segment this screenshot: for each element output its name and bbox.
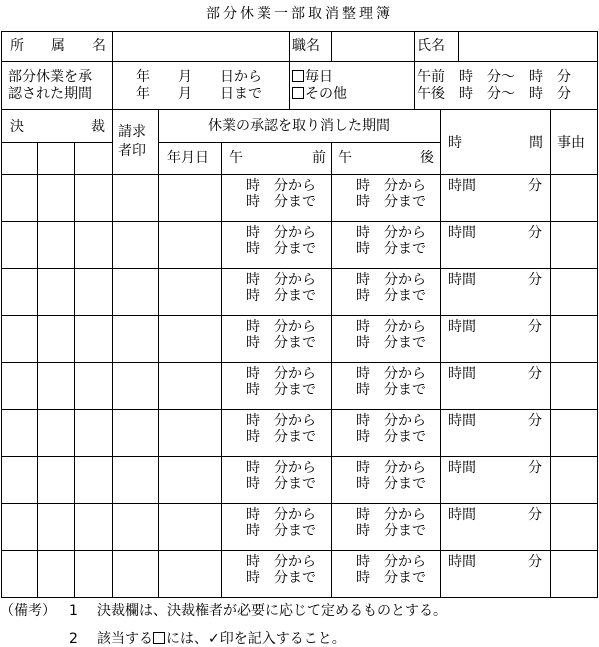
pm-from: 時 分から xyxy=(356,413,426,429)
pm-from: 時 分から xyxy=(356,178,426,194)
am-from: 時 分から xyxy=(246,413,316,429)
checkbox[interactable] xyxy=(292,87,304,99)
period-label-line2: 認された期間 xyxy=(8,86,92,102)
notes-label: （備考） xyxy=(0,603,56,619)
am-from: 時 分から xyxy=(246,272,316,288)
minutes-label: 分 xyxy=(528,178,542,194)
minutes-label: 分 xyxy=(528,554,542,570)
shozoku-label: 所 属 名 xyxy=(10,38,106,54)
pm-to: 時 分まで xyxy=(356,288,426,304)
am-to: 時 分まで xyxy=(246,570,316,586)
pm-to: 時 分まで xyxy=(356,429,426,445)
am-from: 時 分から xyxy=(246,319,316,335)
note2-number: 2 xyxy=(69,631,78,647)
am-to: 時 分まで xyxy=(246,523,316,539)
am-from: 時 分から xyxy=(246,178,316,194)
pm-from: 時 分から xyxy=(356,554,426,570)
pm-from: 時 分から xyxy=(356,225,426,241)
minutes-label: 分 xyxy=(528,225,542,241)
pm-time-range: 午後 時 分～ 時 分 xyxy=(417,86,571,102)
seikyu-header-line1: 請求 xyxy=(118,124,146,140)
am-to: 時 分まで xyxy=(246,476,316,492)
note2-text xyxy=(97,631,346,647)
pm-to: 時 分まで xyxy=(356,194,426,210)
hours-label: 時間 xyxy=(448,225,476,241)
minutes-label: 分 xyxy=(528,319,542,335)
pm-from: 時 分から xyxy=(356,272,426,288)
note1-text: 決裁欄は、決裁権者が必要に応じて定めるものとする。 xyxy=(97,603,447,619)
minutes-label: 分 xyxy=(528,507,542,523)
pm-from: 時 分から xyxy=(356,507,426,523)
minutes-label: 分 xyxy=(528,272,542,288)
hours-label: 時間 xyxy=(448,178,476,194)
am-time-range: 午前 時 分～ 時 分 xyxy=(417,69,571,85)
other-option[interactable] xyxy=(292,86,347,102)
kessai-header: 決 裁 xyxy=(10,119,105,135)
pm-to: 時 分まで xyxy=(356,382,426,398)
hours-label: 時間 xyxy=(448,507,476,523)
daily-option[interactable] xyxy=(292,69,333,85)
seikyu-header-line2: 者印 xyxy=(118,143,146,159)
period-end-date: 年 月 日まで xyxy=(136,86,262,102)
am-from: 時 分から xyxy=(246,507,316,523)
pm-from: 時 分から xyxy=(356,460,426,476)
am-from: 時 分から xyxy=(246,554,316,570)
checkbox[interactable] xyxy=(292,70,304,82)
am-to: 時 分まで xyxy=(246,241,316,257)
pm-to: 時 分まで xyxy=(356,476,426,492)
minutes-label: 分 xyxy=(528,413,542,429)
minutes-label: 分 xyxy=(528,460,542,476)
pm-header: 午 後 xyxy=(338,150,434,166)
am-header: 午 前 xyxy=(229,150,326,166)
hours-label: 時間 xyxy=(448,366,476,382)
pm-to: 時 分まで xyxy=(356,523,426,539)
minutes-label: 分 xyxy=(528,366,542,382)
am-to: 時 分まで xyxy=(246,335,316,351)
note1-number: 1 xyxy=(69,603,78,619)
pm-to: 時 分まで xyxy=(356,241,426,257)
cancelled-period-header: 休業の承認を取り消した期間 xyxy=(208,118,390,134)
pm-from: 時 分から xyxy=(356,366,426,382)
pm-to: 時 分まで xyxy=(356,570,426,586)
ymd-header: 年月日 xyxy=(167,150,209,166)
checkbox-symbol xyxy=(153,632,165,644)
note2-text-pre: 該当する xyxy=(97,631,153,647)
period-label-line1: 部分休業を承 xyxy=(8,69,92,85)
hours-label: 時間 xyxy=(448,554,476,570)
period-start-date: 年 月 日から xyxy=(136,69,262,85)
hours-label: 時間 xyxy=(448,272,476,288)
am-to: 時 分まで xyxy=(246,429,316,445)
am-to: 時 分まで xyxy=(246,382,316,398)
pm-from: 時 分から xyxy=(356,319,426,335)
reason-header: 事由 xyxy=(557,135,585,151)
form-title: 部分休業一部取消整理簿 xyxy=(206,6,393,22)
am-from: 時 分から xyxy=(246,460,316,476)
pm-to: 時 分まで xyxy=(356,335,426,351)
other-option-label: その他 xyxy=(305,86,347,102)
hours-label: 時間 xyxy=(448,319,476,335)
shimei-label: 氏名 xyxy=(417,38,445,54)
am-to: 時 分まで xyxy=(246,194,316,210)
hours-label: 時間 xyxy=(448,413,476,429)
shokumei-label: 職名 xyxy=(292,38,320,54)
hours-header: 時 間 xyxy=(448,135,543,151)
hours-label: 時間 xyxy=(448,460,476,476)
note2-text-post: には、✓印を記入すること。 xyxy=(166,631,346,647)
am-to: 時 分まで xyxy=(246,288,316,304)
am-from: 時 分から xyxy=(246,366,316,382)
am-from: 時 分から xyxy=(246,225,316,241)
daily-option-label: 毎日 xyxy=(305,69,333,85)
